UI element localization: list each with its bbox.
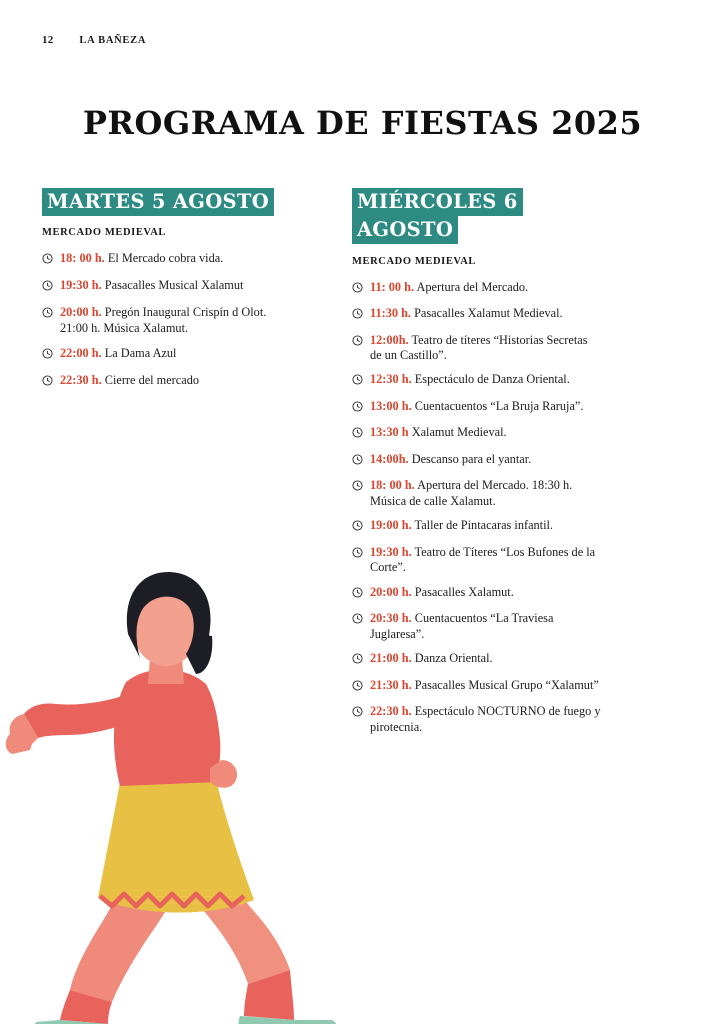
event-description: Apertura del Mercado. [416,279,529,294]
event-time: 22:30 h. [370,704,412,719]
event-description: La Dama Azul [104,345,177,360]
event-time: 20:00 h. [370,584,412,599]
list-item [352,306,602,323]
event-description: Pasacalles Xalamut Medieval. [414,306,563,321]
clock-icon [352,374,363,389]
clock-icon [42,375,53,390]
list-item [352,585,602,602]
event-list [42,251,292,390]
event-description: Taller de Pintacaras infantil. [414,518,553,533]
list-item [352,280,602,297]
event-description: Teatro de Títeres “Los Bufones de la Corte”. [370,544,596,575]
event-time: 21:00 h. [370,651,412,666]
column-day-heading: MARTES 5 AGOSTO [42,188,274,216]
event-time: 12:30 h. [370,372,412,387]
event-time: 20:00 h. [60,305,102,320]
running-head [42,34,146,46]
clock-icon [352,613,363,628]
event-time: 19:30 h. [60,278,102,293]
event-time: 21:30 h. [370,677,412,692]
event-description: Danza Oriental. [414,651,493,666]
event-time: 11: 00 h. [370,279,415,294]
list-item [352,611,602,642]
event-description: Pasacalles Musical Grupo “Xalamut” [414,677,599,692]
column-day-heading: MIÉRCOLES 6 AGOSTO [352,188,523,244]
list-item [42,251,292,268]
list-item [352,372,602,389]
list-item [42,278,292,295]
event-description: Descanso para el yantar. [411,451,532,466]
event-time: 11:30 h. [370,306,411,321]
clock-icon [352,401,363,416]
town-name: LA BAÑEZA [79,35,147,46]
event-list [352,280,602,736]
event-description: El Mercado cobra vida. [107,251,224,266]
clock-icon [352,282,363,297]
event-description: Espectáculo de Danza Oriental. [414,372,570,387]
clock-icon [352,680,363,695]
clock-icon [42,307,53,322]
column-wednesday [352,188,602,751]
event-description: Cuentacuentos “La Traviesa Juglaresa”. [370,611,554,641]
clock-icon [352,547,363,562]
list-item [352,333,602,364]
event-description: Xalamut Medieval. [411,425,507,440]
event-description: Apertura del Mercado. 18:30 h. Música de calle Xalamut. [370,478,573,508]
list-item [352,651,602,668]
page-title: PROGRAMA DE FIESTAS 2025 [82,104,643,142]
event-description: Cuentacuentos “La Bruja Raruja”. [414,398,584,413]
list-item [352,478,602,509]
event-description: Pregón Inaugural Crispín d Olot. 21:00 h. Música Xalamut. [60,305,267,335]
event-time: 13:00 h. [370,398,412,413]
event-description: Pasacalles Xalamut. [414,584,514,599]
event-time: 13:30 h [370,425,409,440]
list-item [352,399,602,416]
list-item [42,305,292,336]
event-time: 19:00 h. [370,518,412,533]
clock-icon [352,308,363,323]
clock-icon [42,348,53,363]
clock-icon [352,587,363,602]
event-time: 19:30 h. [370,544,412,559]
event-description: Cierre del mercado [104,372,199,387]
list-item [352,452,602,469]
event-description: Espectáculo NOCTURNO de fuego y pirotecnia. [370,704,601,734]
event-time: 20:30 h. [370,611,412,626]
clock-icon [42,280,53,295]
list-item [352,678,602,695]
clock-icon [352,520,363,535]
event-description: Teatro de títeres “Historias Secretas de un Castillo”. [370,332,588,362]
event-time: 18: 00 h. [370,478,415,493]
clock-icon [352,335,363,350]
clock-icon [352,480,363,495]
list-item [352,704,602,735]
event-time: 14:00h. [370,451,409,466]
column-tuesday [42,188,292,751]
event-time: 22:30 h. [60,372,102,387]
column-section-heading: MERCADO MEDIEVAL [42,227,167,239]
column-section-heading: MERCADO MEDIEVAL [352,255,477,267]
event-time: 12:00h. [370,332,409,347]
list-item [42,373,292,390]
list-item [42,346,292,363]
clock-icon [352,653,363,668]
clock-icon [352,427,363,442]
list-item [352,545,602,576]
clock-icon [352,454,363,469]
clock-icon [42,253,53,268]
list-item [352,425,602,442]
list-item [352,518,602,535]
event-time: 22:00 h. [60,345,102,360]
page-number: 12 [42,34,54,46]
event-time: 18: 00 h. [60,251,105,266]
event-description: Pasacalles Musical Xalamut [104,278,244,293]
clock-icon [352,706,363,721]
